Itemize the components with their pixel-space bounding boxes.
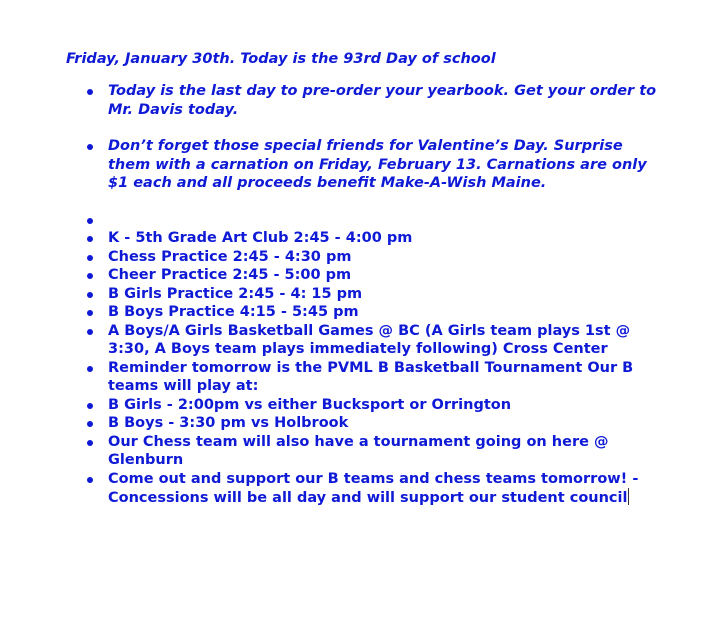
event-item-empty	[66, 211, 666, 230]
event-item	[66, 266, 666, 285]
event-text: B Girls Practice 2:45 - 4: 15 pm	[108, 285, 363, 302]
event-item[interactable]	[66, 470, 666, 508]
event-item	[66, 285, 666, 304]
bullet-icon	[87, 144, 93, 150]
notice-text: Don’t forget those special friends for Valentine’s Day. Surprise them with a carnation on Friday, February 13. Carnations are only $1 each and all proceeds benefit Make-A-Wish Maine.	[108, 138, 647, 191]
event-text: K - 5th Grade Art Club 2:45 - 4:00 pm	[108, 230, 413, 246]
event-list	[66, 211, 666, 508]
text-cursor-icon	[628, 488, 629, 505]
notice-yearbook	[66, 82, 666, 119]
bullet-icon	[87, 329, 93, 335]
event-text: Reminder tomorrow is the PVML B Basketball Tournament Our B teams will play at:	[108, 359, 634, 394]
bullet-icon	[87, 477, 93, 483]
bullet-icon	[87, 421, 93, 427]
event-item	[66, 359, 666, 396]
event-text: Chess Practice 2:45 - 4:30 pm	[108, 248, 352, 265]
event-text: B Boys Practice 4:15 - 5:45 pm	[108, 304, 359, 320]
bullet-icon	[87, 292, 93, 298]
event-item	[66, 229, 666, 248]
event-text: Cheer Practice 2:45 - 5:00 pm	[108, 267, 352, 283]
bullet-icon	[87, 440, 93, 446]
event-item	[66, 248, 666, 267]
bullet-icon	[87, 366, 93, 372]
notice-list	[66, 82, 666, 193]
bullet-icon	[87, 310, 93, 316]
event-text: A Boys/A Girls Basketball Games @ BC (A Girls team plays 1st @ 3:30, A Boys team plays immediately following) Cross Center	[108, 322, 631, 357]
event-item	[66, 322, 666, 359]
page-title: Friday, January 30th. Today is the 93rd Day of school	[66, 51, 496, 67]
bullet-icon	[87, 218, 93, 224]
bullet-icon	[87, 236, 93, 242]
bullet-icon	[87, 255, 93, 261]
event-item	[66, 303, 666, 322]
announcement-document	[66, 49, 666, 508]
event-item	[66, 414, 666, 433]
bullet-icon	[87, 89, 93, 95]
bullet-icon	[87, 273, 93, 279]
event-item	[66, 433, 666, 470]
event-text: B Boys - 3:30 pm vs Holbrook	[108, 415, 349, 431]
event-text: B Girls - 2:00pm vs either Bucksport or Orrington	[108, 396, 512, 413]
notice-valentines	[66, 137, 666, 193]
bullet-icon	[87, 403, 93, 409]
notice-text: Today is the last day to pre-order your yearbook. Get your order to Mr. Davis today.	[108, 83, 657, 118]
event-text: Our Chess team will also have a tournament going on here @ Glenburn	[108, 433, 609, 468]
event-text[interactable]: Come out and support our B teams and chess teams tomorrow! -Concessions will be all day and will support our student council	[108, 470, 639, 506]
event-item	[66, 396, 666, 415]
